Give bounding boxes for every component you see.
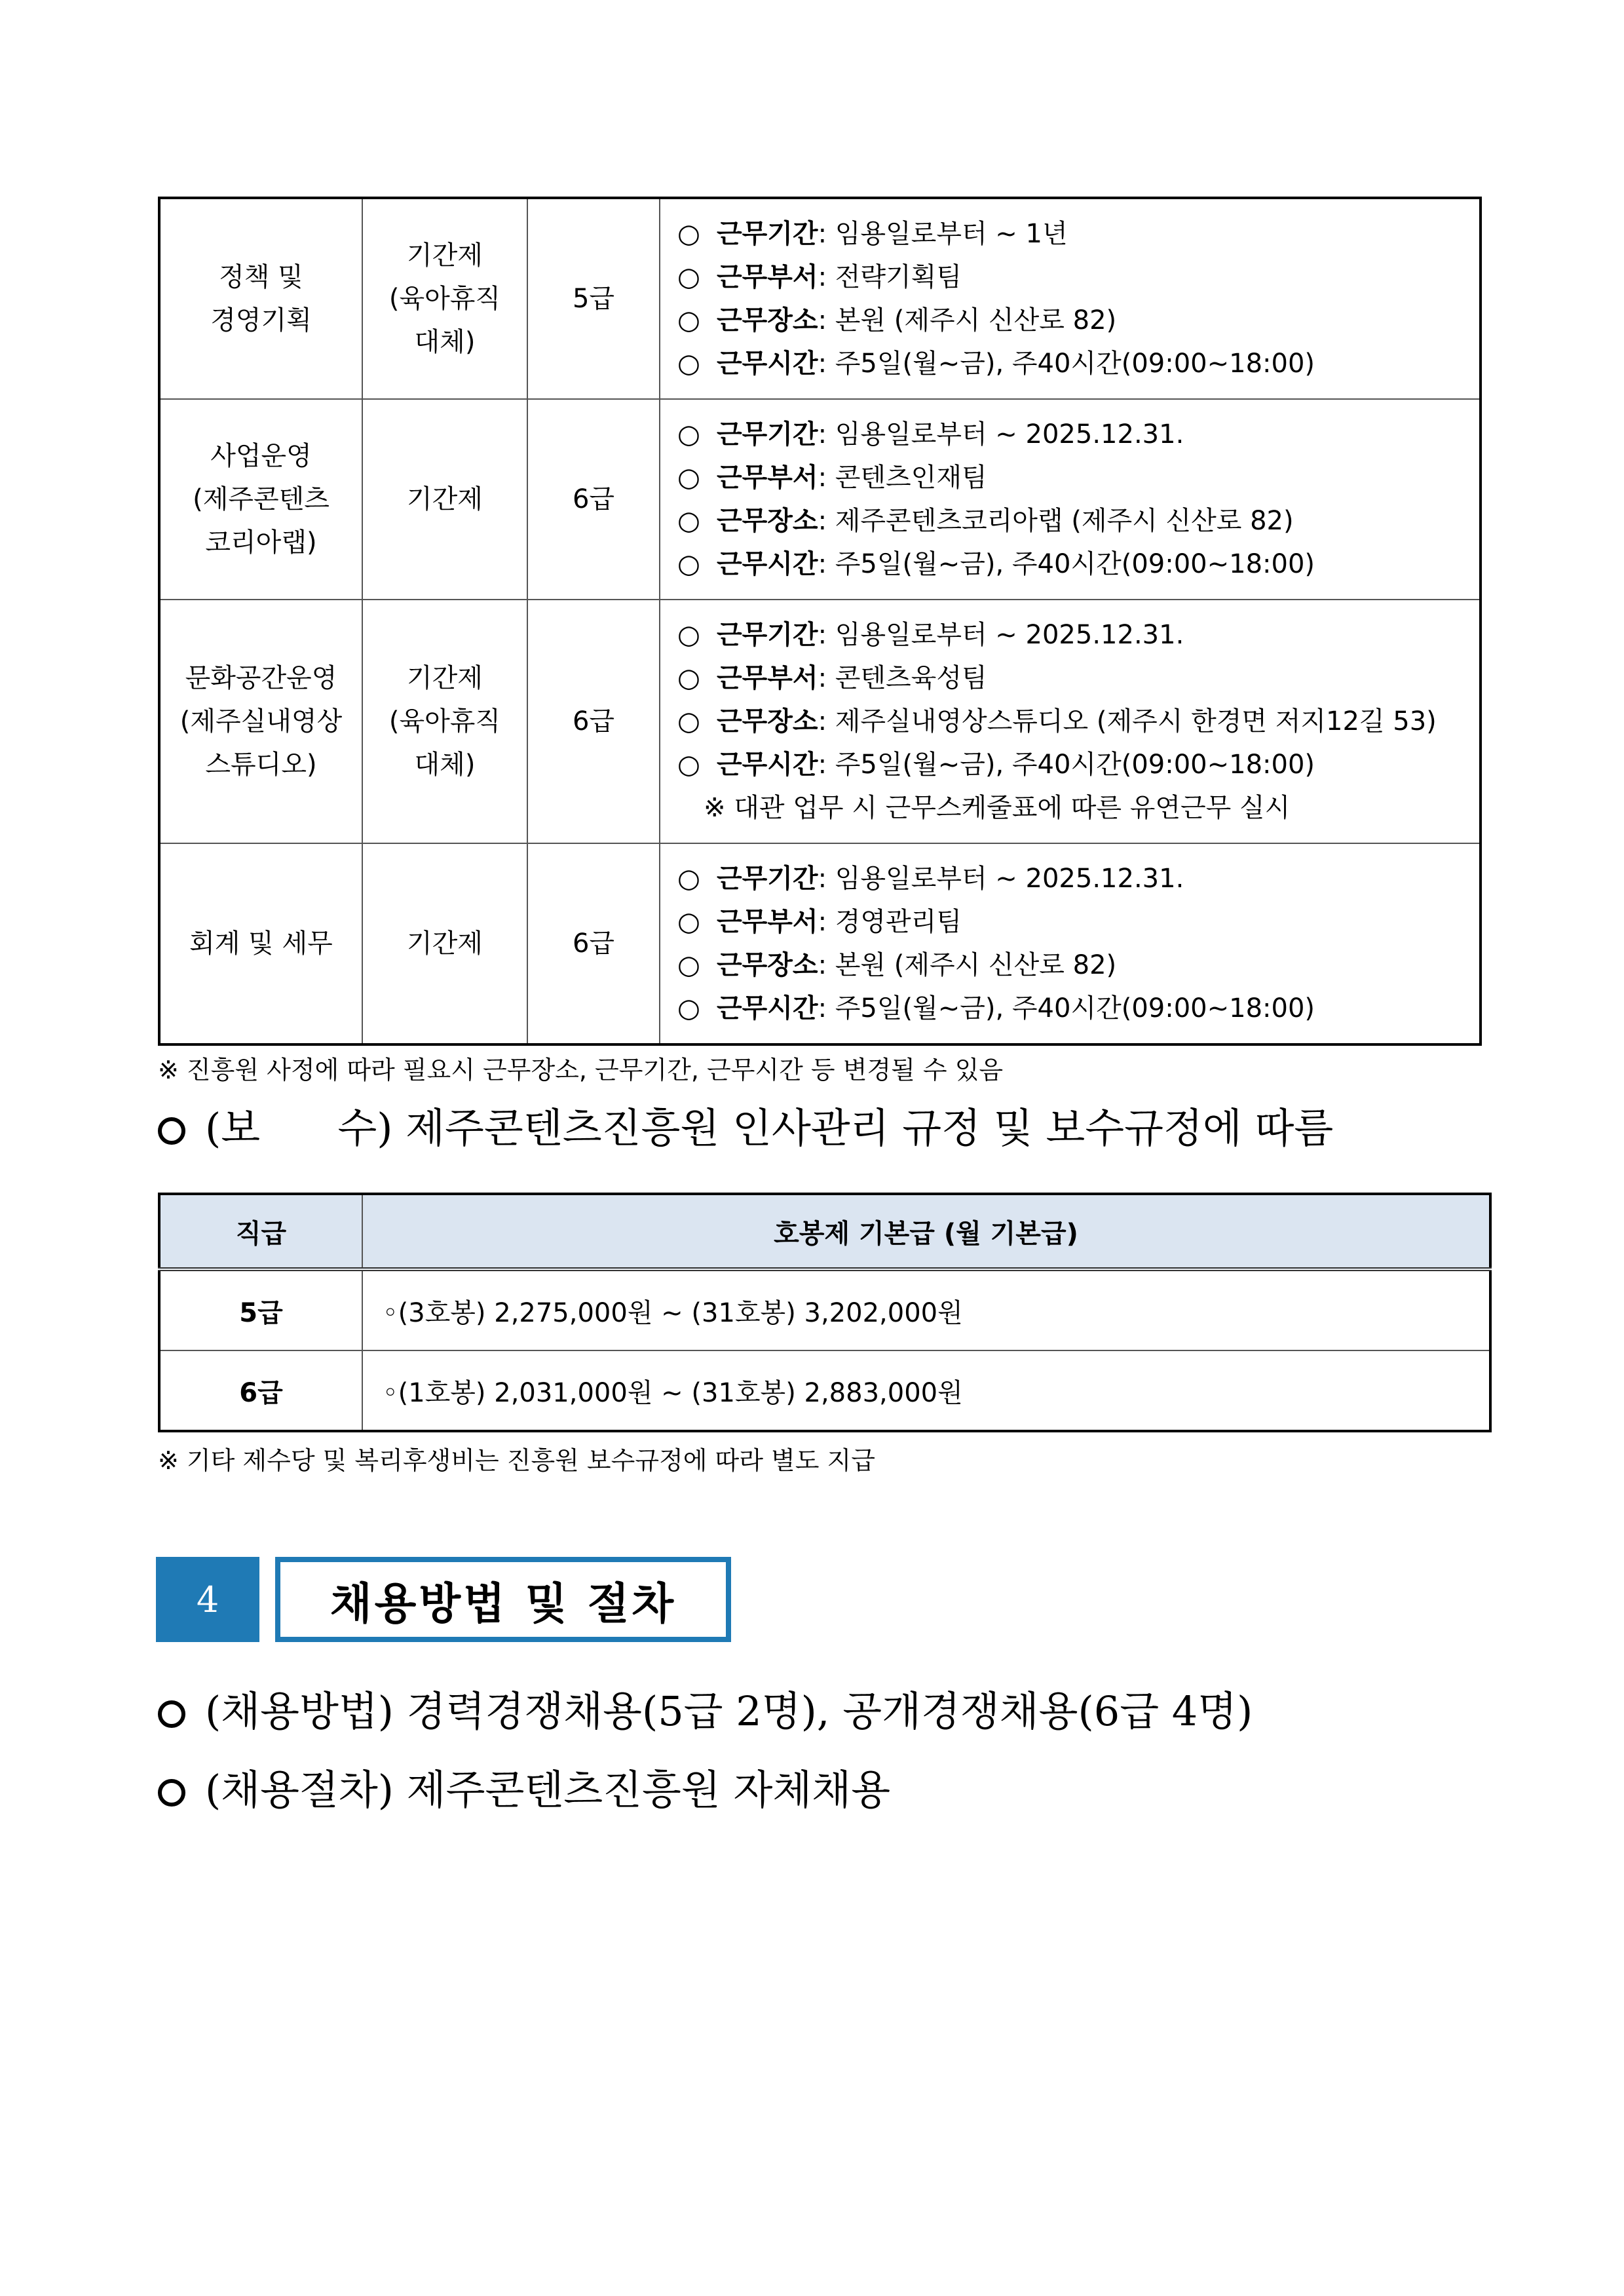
job-field-line: 스튜디오) xyxy=(205,750,317,780)
job-table xyxy=(158,197,1482,1046)
job-field-line: 경영기획 xyxy=(210,305,312,335)
detail-value: : 제주실내영상스튜디오 (제주시 한경면 저지12길 53) xyxy=(818,706,1437,737)
table-row xyxy=(159,1350,1490,1431)
detail-line xyxy=(677,256,1470,299)
job-details xyxy=(660,600,1481,843)
salary-heading xyxy=(158,1096,1333,1154)
detail-value: : 제주콘텐츠코리아랩 (제주시 신산로 82) xyxy=(818,506,1294,536)
detail-value: : 주5일(월~금), 주40시간(09:00~18:00) xyxy=(818,349,1315,379)
circle-bullet-icon: ○ xyxy=(677,506,700,536)
salary-range: ◦(1호봉) 2,031,000원 ~ (31호봉) 2,883,000원 xyxy=(362,1350,1490,1431)
job-type-line: (육아휴직 xyxy=(388,284,501,314)
job-grade: 6급 xyxy=(527,399,660,600)
job-details xyxy=(660,399,1481,600)
table-row xyxy=(159,1269,1490,1350)
detail-value: : 주5일(월~금), 주40시간(09:00~18:00) xyxy=(818,993,1315,1024)
detail-value: : 임용일로부터 ~ 2025.12.31. xyxy=(818,419,1184,450)
detail-key: 근무장소 xyxy=(717,706,818,737)
detail-key: 근무시간 xyxy=(717,349,818,379)
detail-line xyxy=(677,743,1470,786)
job-field xyxy=(159,198,362,399)
detail-key: 근무시간 xyxy=(717,750,818,780)
circle-bullet-icon: ○ xyxy=(677,993,700,1024)
detail-key: 근무부서 xyxy=(717,907,818,937)
job-details xyxy=(660,843,1481,1044)
detail-key: 근무장소 xyxy=(717,506,818,536)
detail-line xyxy=(677,700,1470,743)
detail-line xyxy=(677,987,1470,1030)
job-details xyxy=(660,198,1481,399)
detail-value: : 임용일로부터 ~ 2025.12.31. xyxy=(818,864,1184,894)
job-grade: 6급 xyxy=(527,600,660,843)
table-row xyxy=(159,399,1481,600)
detail-line xyxy=(677,613,1470,657)
circle-bullet-icon: ○ xyxy=(677,463,700,493)
circle-bullet-icon: ○ xyxy=(677,864,700,894)
job-type-line: (육아휴직 xyxy=(388,706,501,737)
job-type-line: 기간제 xyxy=(407,928,483,959)
detail-value: : 임용일로부터 ~ 2025.12.31. xyxy=(818,620,1184,650)
job-field-line: 코리아랩) xyxy=(205,527,317,558)
circle-bullet-icon: ○ xyxy=(677,620,700,650)
salary-table xyxy=(158,1193,1492,1432)
circle-bullet-icon xyxy=(158,1700,185,1728)
detail-value: : 콘텐츠육성팀 xyxy=(818,663,987,693)
detail-value: : 주5일(월~금), 주40시간(09:00~18:00) xyxy=(818,750,1315,780)
section-title: 채용방법 및 절차 xyxy=(330,1578,677,1629)
circle-bullet-icon: ○ xyxy=(677,907,700,937)
salary-range: ◦(3호봉) 2,275,000원 ~ (31호봉) 3,202,000원 xyxy=(362,1269,1490,1350)
detail-value: : 경영관리팀 xyxy=(818,907,962,937)
detail-line xyxy=(677,299,1470,342)
procedure-line xyxy=(158,1757,890,1816)
job-field-line: 회계 및 세무 xyxy=(189,928,333,959)
detail-key: 근무기간 xyxy=(717,419,818,450)
job-grade: 5급 xyxy=(527,198,660,399)
detail-key: 근무시간 xyxy=(717,549,818,579)
job-type-line: 대체) xyxy=(414,750,476,780)
table-row xyxy=(159,198,1481,399)
detail-value: : 전략기획팀 xyxy=(818,262,962,292)
job-field-line: 문화공간운영 xyxy=(185,663,337,693)
note-allowance: ※ 기타 제수당 및 복리후생비는 진흥원 보수규정에 따라 별도 지급 xyxy=(158,1446,875,1475)
procedure-text: 제주콘텐츠진흥원 자체채용 xyxy=(406,1766,891,1814)
job-field-line: (제주콘텐츠 xyxy=(193,484,330,514)
salary-header-grade: 직급 xyxy=(159,1194,362,1269)
circle-bullet-icon: ○ xyxy=(677,663,700,693)
job-field xyxy=(159,600,362,843)
detail-key: 근무기간 xyxy=(717,620,818,650)
section-title-box xyxy=(275,1557,731,1642)
job-field-line: (제주실내영상 xyxy=(179,706,343,737)
detail-key: 근무부서 xyxy=(717,262,818,292)
job-type-line: 대체) xyxy=(414,327,476,357)
detail-line xyxy=(677,413,1470,456)
detail-key: 근무장소 xyxy=(717,950,818,980)
table-row xyxy=(159,600,1481,843)
circle-bullet-icon: ○ xyxy=(677,750,700,780)
detail-value: : 콘텐츠인재팀 xyxy=(818,463,987,493)
job-field xyxy=(159,399,362,600)
detail-line xyxy=(677,857,1470,900)
detail-value: : 본원 (제주시 신산로 82) xyxy=(818,950,1117,980)
job-field-line: 사업운영 xyxy=(210,441,312,471)
circle-bullet-icon: ○ xyxy=(677,219,700,249)
job-type-line: 기간제 xyxy=(407,484,483,514)
circle-bullet-icon: ○ xyxy=(677,549,700,579)
job-type xyxy=(362,198,527,399)
job-grade: 6급 xyxy=(527,843,660,1044)
procedure-label: (채용절차) xyxy=(205,1766,394,1814)
detail-line xyxy=(677,499,1470,543)
detail-value: : 임용일로부터 ~ 1년 xyxy=(818,219,1068,249)
detail-line xyxy=(677,657,1470,700)
note-change: ※ 진흥원 사정에 따라 필요시 근무장소, 근무기간, 근무시간 등 변경될 수 있음 xyxy=(158,1056,1004,1084)
job-field-line: 정책 및 xyxy=(219,262,303,292)
detail-line xyxy=(677,456,1470,499)
circle-bullet-icon: ○ xyxy=(677,706,700,737)
job-type-line: 기간제 xyxy=(407,240,483,271)
circle-bullet-icon: ○ xyxy=(677,305,700,335)
detail-key: 근무장소 xyxy=(717,305,818,335)
job-type xyxy=(362,399,527,600)
job-type-line: 기간제 xyxy=(407,663,483,693)
circle-bullet-icon: ○ xyxy=(677,950,700,980)
detail-key: 근무시간 xyxy=(717,993,818,1024)
detail-key: 근무부서 xyxy=(717,663,818,693)
detail-key: 근무기간 xyxy=(717,864,818,894)
circle-bullet-icon xyxy=(158,1779,185,1807)
salary-label: (보 수) xyxy=(205,1104,393,1152)
job-type xyxy=(362,843,527,1044)
detail-value: : 본원 (제주시 신산로 82) xyxy=(818,305,1117,335)
detail-line xyxy=(677,342,1470,385)
table-row xyxy=(159,843,1481,1044)
detail-value: : 주5일(월~금), 주40시간(09:00~18:00) xyxy=(818,549,1315,579)
method-label: (채용방법) xyxy=(205,1687,394,1735)
detail-line xyxy=(677,212,1470,256)
salary-grade: 6급 xyxy=(159,1350,362,1431)
job-field xyxy=(159,843,362,1044)
salary-header-pay: 호봉제 기본급 (월 기본급) xyxy=(362,1194,1490,1269)
circle-bullet-icon: ○ xyxy=(677,262,700,292)
section-number: 4 xyxy=(156,1557,259,1642)
job-type xyxy=(362,600,527,843)
detail-note: ※ 대관 업무 시 근무스케줄표에 따른 유연근무 실시 xyxy=(704,793,1291,823)
circle-bullet-icon: ○ xyxy=(677,419,700,450)
method-line xyxy=(158,1679,1253,1737)
salary-text: 제주콘텐츠진흥원 인사관리 규정 및 보수규정에 따름 xyxy=(406,1104,1334,1152)
detail-line xyxy=(677,543,1470,586)
salary-grade: 5급 xyxy=(159,1269,362,1350)
detail-line xyxy=(677,900,1470,944)
detail-key: 근무부서 xyxy=(717,463,818,493)
circle-bullet-icon: ○ xyxy=(677,349,700,379)
method-text: 경력경쟁채용(5급 2명), 공개경쟁채용(6급 4명) xyxy=(406,1687,1253,1735)
detail-line xyxy=(677,944,1470,987)
detail-key: 근무기간 xyxy=(717,219,818,249)
circle-bullet-icon xyxy=(158,1117,185,1145)
